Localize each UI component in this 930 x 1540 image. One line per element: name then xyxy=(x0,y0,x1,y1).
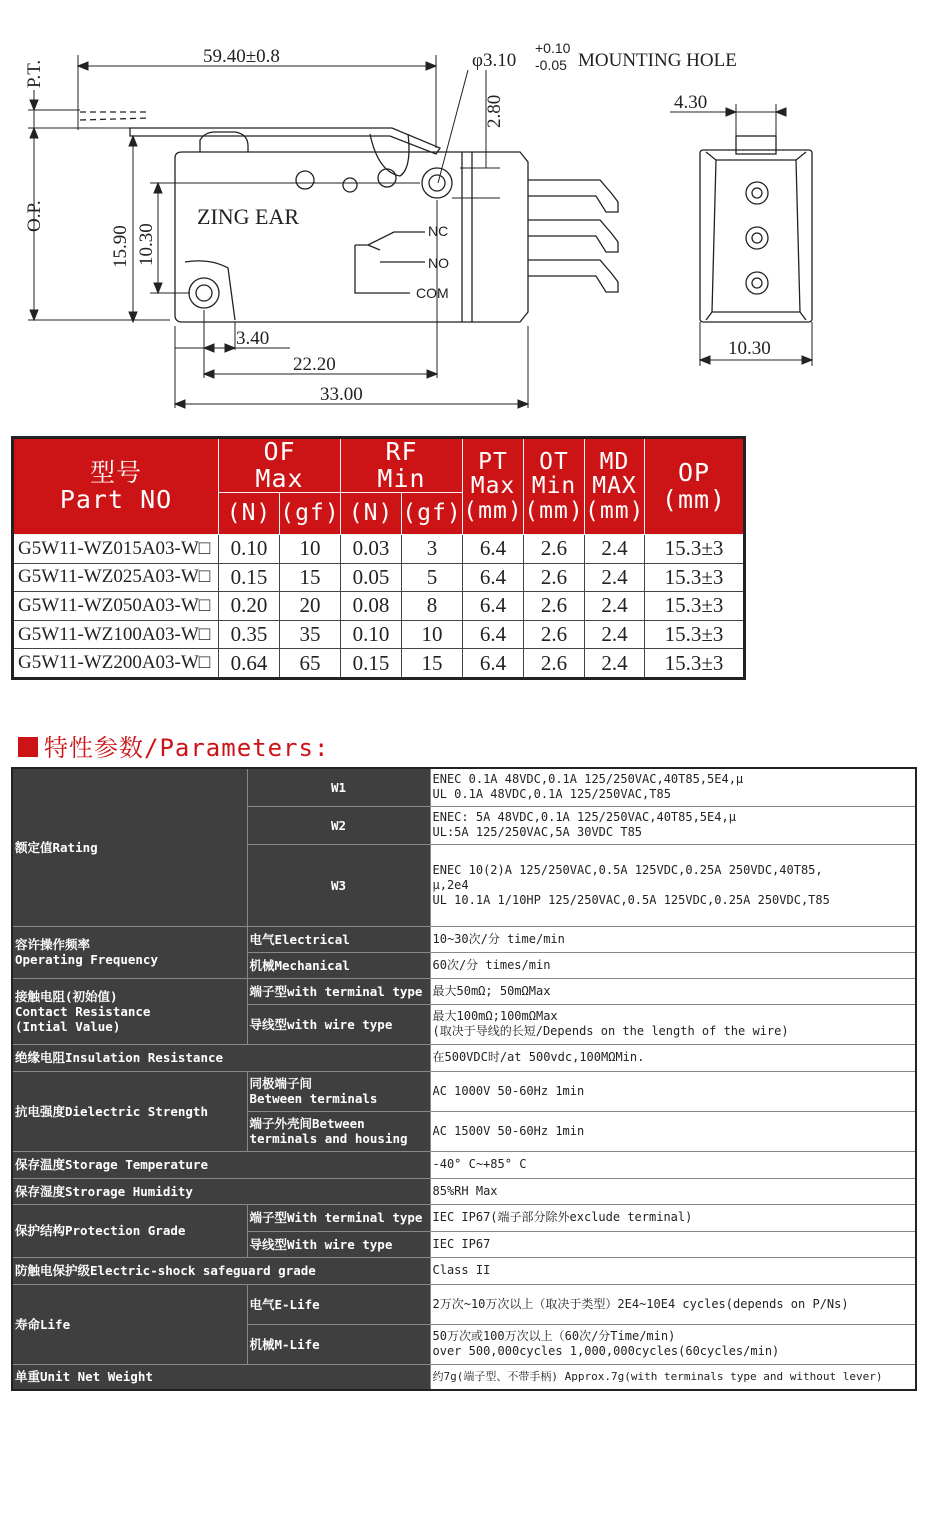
shock-value: Class II xyxy=(430,1257,916,1284)
header-md-unit: (mm) xyxy=(585,497,645,524)
contact-terminal-label: 端子型with terminal type xyxy=(247,978,430,1004)
cell-op: 15.3±3 xyxy=(645,563,745,592)
w1-value: ENEC 0.1A 48VDC,0.1A 125/250VAC,40T85,5E4,μ UL 0.1A 48VDC,0.1A 125/250VAC,T85 xyxy=(430,768,916,806)
cell-ot: 2.6 xyxy=(524,592,585,621)
cell-op: 15.3±3 xyxy=(645,649,745,679)
header-op xyxy=(645,438,745,535)
cell-op: 15.3±3 xyxy=(645,535,745,564)
hole-tol-upper: +0.10 xyxy=(535,40,571,56)
frequency-electrical-value: 10~30次/分 time/min xyxy=(430,926,916,952)
cell-md: 2.4 xyxy=(585,563,645,592)
frequency-label: 容许操作频率 Operating Frequency xyxy=(12,926,247,978)
life-mechanical-label: 机械M-Life xyxy=(247,1324,430,1364)
w3-value: ENEC 10(2)A 125/250VAC,0.5A 125VDC,0.25A 250VDC,40T85, μ,2e4 UL 10.1A 1/10HP 125/250VAC,0.5A 125VDC,0.25A 250VDC,T85 xyxy=(430,844,916,926)
dielectric-between-label: 同极端子间 Between terminals xyxy=(247,1071,430,1111)
technical-drawing xyxy=(0,0,930,420)
table-row xyxy=(12,1178,916,1204)
dielectric-label: 抗电强度Dielectric Strength xyxy=(12,1071,247,1151)
header-op-line1: OP xyxy=(677,458,711,488)
cell-part: G5W11-WZ050A03-W□ xyxy=(13,592,219,621)
header-pt-line1: PT xyxy=(478,449,508,476)
protection-terminal-label: 端子型With terminal type xyxy=(247,1204,430,1231)
cell-pt: 6.4 xyxy=(463,620,524,649)
table-row xyxy=(12,1151,916,1178)
dim-430-label: 4.30 xyxy=(674,92,708,113)
red-square-icon xyxy=(18,737,38,757)
weight-label: 单重Unit Net Weight xyxy=(12,1364,430,1390)
contact-wire-label: 导线型with wire type xyxy=(247,1004,430,1044)
cell-op: 15.3±3 xyxy=(645,592,745,621)
pt-label: P.T. xyxy=(24,59,45,88)
cell-ot: 2.6 xyxy=(524,649,585,679)
table-row xyxy=(12,1071,916,1111)
lever-outline xyxy=(130,128,440,154)
no-label: NO xyxy=(428,255,449,271)
w3-label: W3 xyxy=(247,844,430,926)
storage-hum-label: 保存湿度Strorage Humidity xyxy=(12,1178,430,1204)
hole-label: φ3.10 xyxy=(472,50,517,71)
life-mechanical-value: 50万次或100万次以上（60次/分Time/min) over 500,000cycles 1,000,000cycles(60cycles/min) xyxy=(430,1324,916,1364)
table-row xyxy=(12,1284,916,1324)
cell-of-gf: 20 xyxy=(280,592,341,621)
cell-part: G5W11-WZ200A03-W□ xyxy=(13,649,219,679)
insulation-value: 在500VDC时/at 500vdc,100MΩMin. xyxy=(430,1044,916,1071)
cell-of-gf: 15 xyxy=(280,563,341,592)
table-row xyxy=(12,1364,916,1390)
cell-pt: 6.4 xyxy=(463,592,524,621)
dielectric-between-value: AC 1000V 50-60Hz 1min xyxy=(430,1071,916,1111)
cell-rf-n: 0.08 xyxy=(341,592,402,621)
header-md xyxy=(585,438,645,535)
cell-of-n: 0.35 xyxy=(219,620,280,649)
table-row xyxy=(12,1257,916,1284)
cell-md: 2.4 xyxy=(585,535,645,564)
cell-of-gf: 65 xyxy=(280,649,341,679)
protection-terminal-value: IEC IP67(端子部分除外exclude terminal) xyxy=(430,1204,916,1231)
shock-label: 防触电保护级Electric-shock safeguard grade xyxy=(12,1257,430,1284)
cell-ot: 2.6 xyxy=(524,563,585,592)
dim-2220-label: 22.20 xyxy=(293,354,336,375)
cell-md: 2.4 xyxy=(585,620,645,649)
hole-tol-lower: -0.05 xyxy=(535,57,567,73)
cell-rf-n: 0.03 xyxy=(341,535,402,564)
dielectric-housing-label: 端子外壳间Between terminals and housing xyxy=(247,1111,430,1151)
cell-of-n: 0.10 xyxy=(219,535,280,564)
com-label: COM xyxy=(416,285,449,301)
header-ot-unit: (mm) xyxy=(524,497,584,524)
w2-label: W2 xyxy=(247,806,430,844)
weight-value: 约7g(端子型、不带手柄) Approx.7g(with terminals type and without lever) xyxy=(430,1364,916,1390)
header-ot xyxy=(524,438,585,535)
cell-op: 15.3±3 xyxy=(645,620,745,649)
dim-280-label: 2.80 xyxy=(484,94,505,128)
header-part xyxy=(13,438,219,535)
mounting-hole-bottom xyxy=(189,278,219,308)
protection-wire-value: IEC IP67 xyxy=(430,1231,916,1257)
table-row xyxy=(12,768,916,806)
header-md-line2: MAX xyxy=(592,473,637,500)
table-row xyxy=(13,620,745,649)
header-of xyxy=(219,438,341,493)
table-row xyxy=(13,592,745,621)
header-rf xyxy=(341,438,463,493)
switch-drawing-svg xyxy=(0,0,930,420)
op-label: O.P. xyxy=(24,200,45,232)
table-row xyxy=(13,563,745,592)
params-table xyxy=(11,767,917,1391)
header-pt xyxy=(463,438,524,535)
cell-rf-gf: 10 xyxy=(402,620,463,649)
storage-temp-value: -40° C~+85° C xyxy=(430,1151,916,1178)
dim-1030v-label: 10.30 xyxy=(136,223,157,266)
insulation-label: 绝缘电阻Insulation Resistance xyxy=(12,1044,430,1071)
table-row xyxy=(12,1044,916,1071)
header-rf-line2: Min xyxy=(377,463,426,493)
header-of-line1: OF xyxy=(263,437,296,467)
header-part-cn: 型号 xyxy=(89,458,142,488)
header-rf-line1: RF xyxy=(385,437,418,467)
frequency-mechanical-label: 机械Mechanical xyxy=(247,952,430,978)
header-pt-unit: (mm) xyxy=(463,497,523,524)
header-of-line2: Max xyxy=(255,463,304,493)
protection-wire-label: 导线型With wire type xyxy=(247,1231,430,1257)
cell-rf-gf: 15 xyxy=(402,649,463,679)
params-heading-text: 特性参数/Parameters: xyxy=(44,734,330,762)
cell-of-gf: 35 xyxy=(280,620,341,649)
cell-pt: 6.4 xyxy=(463,535,524,564)
cell-of-n: 0.20 xyxy=(219,592,280,621)
table-row xyxy=(13,649,745,679)
protection-label: 保护结构Protection Grade xyxy=(12,1204,247,1257)
dim-340-label: 3.40 xyxy=(236,328,270,349)
params-heading xyxy=(18,728,329,763)
cell-rf-n: 0.10 xyxy=(341,620,402,649)
life-label: 寿命Life xyxy=(12,1284,247,1364)
cell-ot: 2.6 xyxy=(524,535,585,564)
cell-of-n: 0.64 xyxy=(219,649,280,679)
w1-label: W1 xyxy=(247,768,430,806)
frequency-mechanical-value: 60次/分 times/min xyxy=(430,952,916,978)
w2-value: ENEC: 5A 48VDC,0.1A 125/250VAC,40T85,5E4,μ UL:5A 125/250VAC,5A 30VDC T85 xyxy=(430,806,916,844)
table-row xyxy=(12,926,916,952)
cell-md: 2.4 xyxy=(585,649,645,679)
storage-temp-label: 保存温度Storage Temperature xyxy=(12,1151,430,1178)
cell-of-n: 0.15 xyxy=(219,563,280,592)
header-op-line2: (mm) xyxy=(661,484,727,514)
table-row xyxy=(12,1204,916,1231)
rating-label: 额定值Rating xyxy=(12,768,247,926)
header-unit-gf1: (gf) xyxy=(280,493,341,535)
brand-label: ZING EAR xyxy=(197,204,300,229)
dielectric-housing-value: AC 1500V 50-60Hz 1min xyxy=(430,1111,916,1151)
storage-hum-value: 85%RH Max xyxy=(430,1178,916,1204)
cell-rf-n: 0.15 xyxy=(341,649,402,679)
header-ot-line1: OT xyxy=(539,449,569,476)
cell-part: G5W11-WZ015A03-W□ xyxy=(13,535,219,564)
spec-table xyxy=(11,436,746,680)
frequency-electrical-label: 电气Electrical xyxy=(247,926,430,952)
end-view-outline xyxy=(700,150,812,322)
dim-3300-label: 33.00 xyxy=(320,384,363,405)
cell-rf-gf: 8 xyxy=(402,592,463,621)
cell-rf-n: 0.05 xyxy=(341,563,402,592)
cell-part: G5W11-WZ100A03-W□ xyxy=(13,620,219,649)
header-ot-line2: Min xyxy=(531,473,577,500)
contact-label: 接触电阻(初始值) Contact Resistance (Intial Value) xyxy=(12,978,247,1044)
header-unit-n1: (N) xyxy=(219,493,280,535)
cell-md: 2.4 xyxy=(585,592,645,621)
dim-1030h-label: 10.30 xyxy=(728,338,771,359)
header-unit-n2: (N) xyxy=(341,493,402,535)
table-row xyxy=(13,535,745,564)
cell-pt: 6.4 xyxy=(463,649,524,679)
dim-length-label: 59.40±0.8 xyxy=(203,46,280,67)
header-unit-gf2: (gf) xyxy=(402,493,463,535)
cell-rf-gf: 5 xyxy=(402,563,463,592)
cell-ot: 2.6 xyxy=(524,620,585,649)
contact-terminal-value: 最大50mΩ; 50mΩMax xyxy=(430,978,916,1004)
contact-wire-value: 最大100mΩ;100mΩMax (取决于导线的长短/Depends on the length of the wire) xyxy=(430,1004,916,1044)
header-pt-line2: Max xyxy=(470,473,516,500)
header-md-line1: MD xyxy=(599,449,630,476)
life-electrical-value: 2万次~10万次以上（取决于类型）2E4~10E4 cycles(depends on P/Ns) xyxy=(430,1284,916,1324)
mounting-hole-top xyxy=(422,168,452,198)
cell-part: G5W11-WZ025A03-W□ xyxy=(13,563,219,592)
header-part-en: Part NO xyxy=(59,484,173,514)
cell-pt: 6.4 xyxy=(463,563,524,592)
cell-of-gf: 10 xyxy=(280,535,341,564)
dim-1590-label: 15.90 xyxy=(110,225,131,268)
table-row xyxy=(12,978,916,1004)
hole-suffix: MOUNTING HOLE xyxy=(578,50,737,71)
nc-label: NC xyxy=(428,223,449,239)
cell-rf-gf: 3 xyxy=(402,535,463,564)
life-electrical-label: 电气E-Life xyxy=(247,1284,430,1324)
